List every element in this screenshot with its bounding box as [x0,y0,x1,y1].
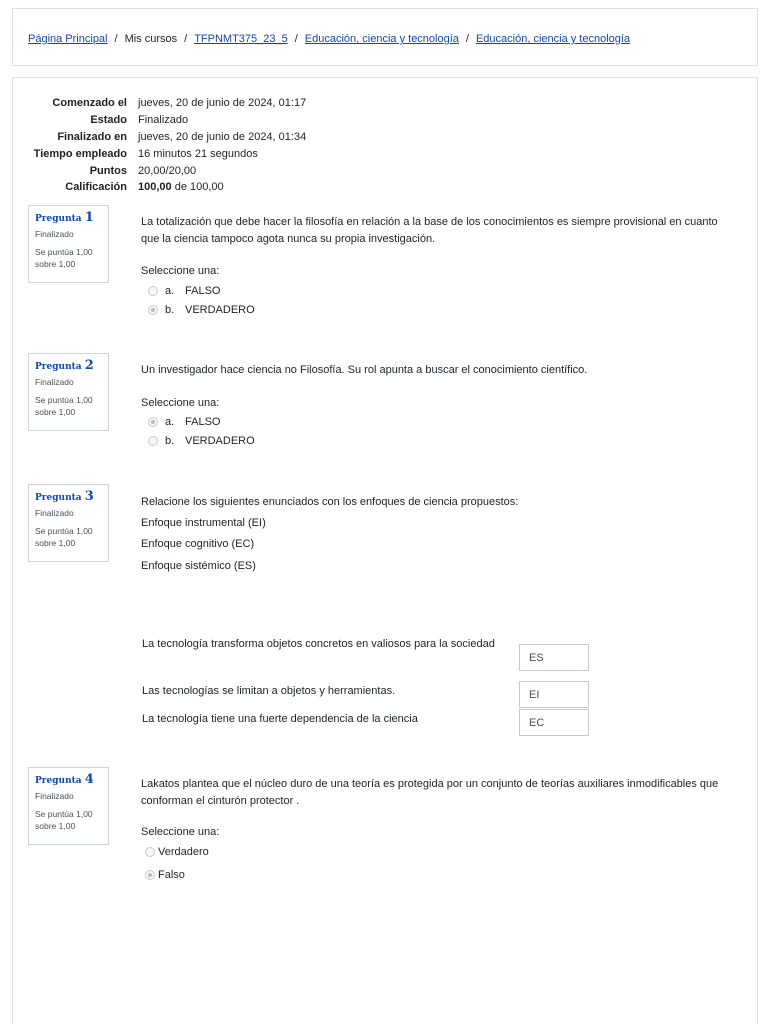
question-prompt-2: Seleccione una: [141,397,220,409]
question-info-1 [28,205,109,283]
radio-unchecked-icon[interactable] [148,286,158,296]
question-title-prefix: Pregunta [35,214,82,224]
breadcrumb-my-courses: Mis cursos [124,33,178,45]
option-label: VERDADERO [185,304,255,316]
question-title-prefix: Pregunta [35,493,82,503]
summary-value: 20,00/20,00 [138,164,197,177]
radio-checked-icon[interactable] [148,305,158,315]
question-prompt-4: Seleccione una: [141,826,220,838]
question-title [35,773,102,788]
question-grade-line: sobre 1,00 [35,407,76,417]
summary-value: jueves, 20 de junio de 2024, 01:17 [138,97,307,110]
question-info-2 [28,353,109,431]
match-select[interactable]: EC [519,709,589,736]
summary-value: 16 minutos 21 segundos [138,147,258,160]
question-text-2: Un investigador hace ciencia no Filosofía. Su rol apunta a buscar el conocimiento científico. [141,364,588,376]
question-number: 3 [84,489,94,504]
breadcrumb-separator: / [184,33,188,45]
match-select[interactable]: EI [519,681,589,708]
summary-value: jueves, 20 de junio de 2024, 01:34 [138,130,307,143]
radio-unchecked-icon[interactable] [148,436,158,446]
question-text-4: Lakatos plantea que el núcleo duro de una teoría es protegida por un conjunto de teorías auxiliares inmodificables que conforman el cinturón protector . [141,778,719,807]
question-grade-line: Se puntúa 1,00 [35,395,93,405]
option-label: VERDADERO [185,435,255,447]
option-label: Falso [158,869,185,881]
summary-label: Tiempo empleado [33,147,127,160]
question-info-3 [28,484,109,562]
summary-row-state [20,112,306,129]
summary-value: Finalizado [138,114,189,127]
question-grade [35,394,102,418]
summary-value [138,181,224,193]
question-3-line: Enfoque instrumental (EI) [141,517,266,529]
radio-unchecked-icon[interactable] [145,847,155,857]
summary-row-time [20,145,306,162]
question-state: Finalizado [35,791,74,801]
question-text-1: La totalización que debe hacer la filosofía en relación a la base de los conocimientos es siempre provisional en cuanto que la ciencia tampoco agota nunca su propia investigación. [141,216,718,245]
option-letter: b. [165,435,175,447]
question-number: 4 [84,772,94,787]
question-3-line: Enfoque cognitivo (EC) [141,538,255,550]
question-info-4 [28,767,109,845]
option-letter: a. [165,416,175,428]
summary-label: Finalizado en [57,130,127,143]
match-statement: La tecnología transforma objetos concretos en valiosos para la sociedad [142,638,495,650]
option-label: Verdadero [158,846,209,858]
question-grade-line: Se puntúa 1,00 [35,809,93,819]
question-title [35,490,102,505]
question-state: Finalizado [35,229,74,239]
summary-row-finished [20,129,306,146]
match-select[interactable]: ES [519,644,589,671]
question-grade [35,246,102,270]
question-prompt-1: Seleccione una: [141,265,220,277]
question-2-option-b[interactable] [148,435,255,447]
question-grade-line: Se puntúa 1,00 [35,526,93,536]
question-grade-line: sobre 1,00 [35,538,76,548]
question-4-option-true[interactable] [145,846,209,858]
option-label: FALSO [185,285,221,297]
question-grade-line: Se puntúa 1,00 [35,247,93,257]
summary-label: Estado [90,114,127,127]
breadcrumb-course-link[interactable]: TFPNMT375_23_5 [194,33,288,45]
summary-row-started [20,95,306,112]
breadcrumb-separator: / [114,33,118,45]
summary-row-points [20,162,306,179]
option-label: FALSO [185,416,221,428]
question-grade-line: sobre 1,00 [35,259,76,269]
grade-suffix: de 100,00 [171,181,224,194]
question-state: Finalizado [35,377,74,387]
question-3-line: Enfoque sistémico (ES) [141,560,256,572]
question-title-prefix: Pregunta [35,776,82,786]
breadcrumb-separator: / [465,33,469,45]
question-title [35,211,102,226]
summary-label: Comenzado el [52,97,127,110]
question-number: 2 [84,358,94,373]
attempt-summary [20,95,306,196]
option-letter: a. [165,285,175,297]
option-letter: b. [165,304,175,316]
radio-checked-icon[interactable] [148,417,158,427]
question-title-prefix: Pregunta [35,362,82,372]
breadcrumb-separator: / [294,33,298,45]
summary-row-grade [20,179,306,196]
breadcrumb-section-link[interactable]: Educación, ciencia y tecnología [304,33,459,45]
question-state: Finalizado [35,508,74,518]
summary-label: Puntos [89,164,127,177]
match-statement: Las tecnologías se limitan a objetos y herramientas. [142,685,396,697]
breadcrumb [28,33,630,45]
question-4-option-false[interactable] [145,869,185,881]
summary-label: Calificación [65,181,127,194]
match-statement: La tecnología tiene una fuerte dependencia de la ciencia [142,713,418,725]
question-1-option-a[interactable] [148,285,220,297]
question-title [35,359,102,374]
question-grade [35,808,102,832]
question-2-option-a[interactable] [148,416,220,428]
breadcrumb-activity-link[interactable]: Educación, ciencia y tecnología [475,33,631,45]
question-text-3: Relacione los siguientes enunciados con los enfoques de ciencia propuestos: [141,496,519,508]
breadcrumb-home-link[interactable]: Página Principal [28,33,108,45]
question-1-option-b[interactable] [148,304,255,316]
question-grade [35,525,102,549]
radio-checked-icon[interactable] [145,870,155,880]
question-grade-line: sobre 1,00 [35,821,76,831]
grade-value: 100,00 [138,181,172,194]
question-number: 1 [84,210,94,225]
breadcrumb-container [12,8,758,66]
